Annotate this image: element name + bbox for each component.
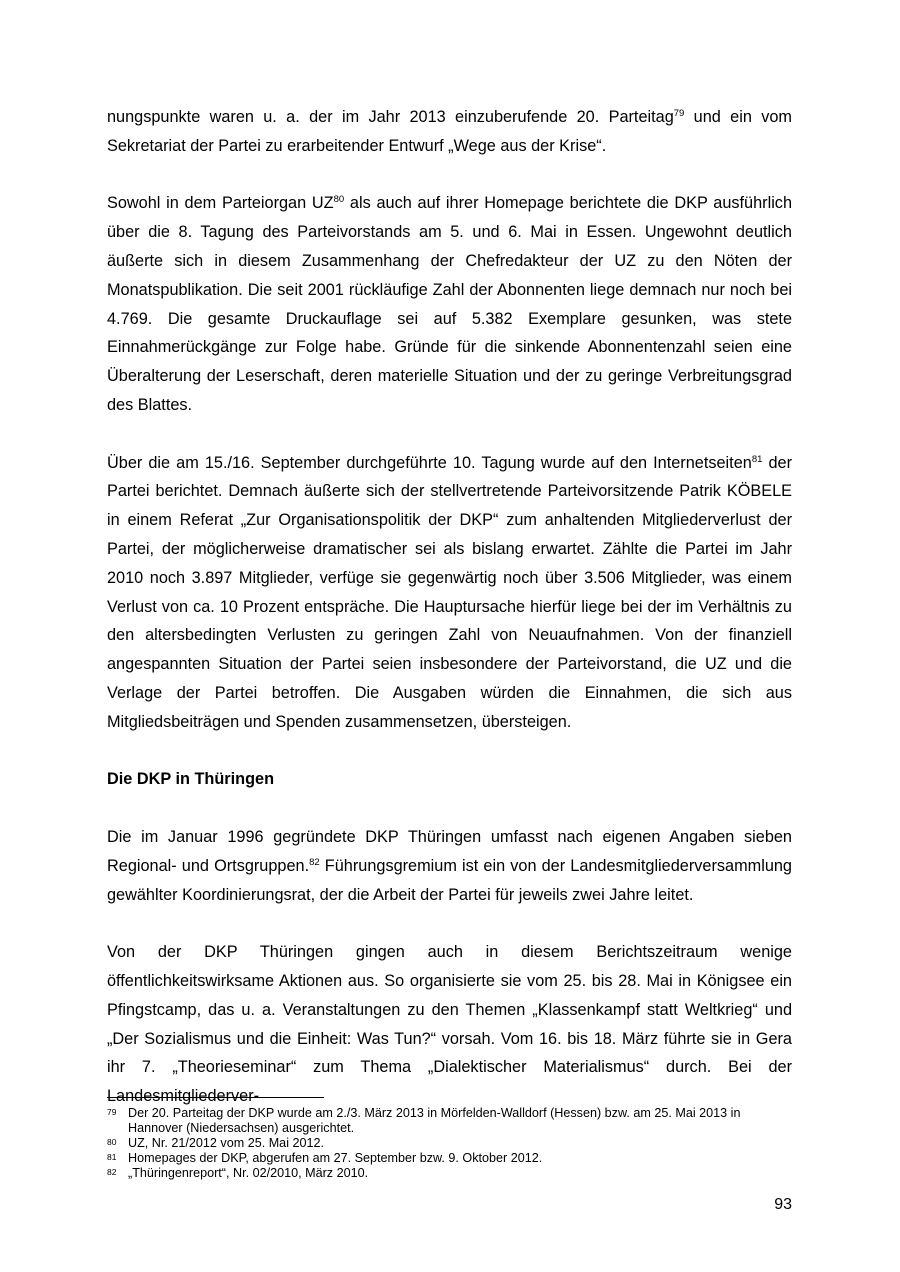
paragraph-1 (107, 103, 792, 161)
paragraph-text: Die im Januar 1996 gegründete DKP Thüringen umfasst nach eigenen Angaben sieben Regional- und Ortsgruppen. (107, 827, 792, 875)
paragraph-3 (107, 449, 792, 737)
footnotes (107, 1106, 792, 1181)
footnote-81 (107, 1151, 792, 1166)
footnote-80 (107, 1136, 792, 1151)
section-heading: Die DKP in Thüringen (107, 770, 275, 789)
footnote-82 (107, 1166, 792, 1181)
footnote-ref-82[interactable]: 82 (309, 856, 320, 868)
footnote-number: 80 (107, 1137, 117, 1147)
footnote-number: 81 (107, 1152, 117, 1162)
footnote-ref-80[interactable]: 80 (333, 194, 345, 206)
footnote-text: Der 20. Parteitag der DKP wurde am 2./3. März 2013 in Mörfelden-Walldorf (Hessen) bzw. am 25. Mai 2013 in Hannover (Niedersachsen) ausgerichtet. (128, 1106, 741, 1135)
paragraph-text: Sowohl in dem Parteiorgan UZ (107, 194, 334, 213)
footnote-text: UZ, Nr. 21/2012 vom 25. Mai 2012. (128, 1136, 325, 1150)
paragraph-text: der Partei berichtet. Demnach äußerte sich der stellvertretende Parteivorsitzende Patrik KÖBELE in einem Referat „Zur Organisationspolitik der DKP“ zum anhaltenden Mitgliederverlust der Partei, der möglicherweise dramatischer sei als bislang erwartet. Zählte die Partei im Jahr 2010 noch 3.897 Mitglieder, verfüge sie gegenwärtig noch über 3.506 Mitglieder, was einem Verlust von ca. 10 Prozent entspräche. Die Hauptursache hierfür liege bei der im Verhältnis zu den altersbedingten Verlusten zu geringen Zahl von Neuaufnahmen. Von der finanziell angespannten Situation der Partei seien insbesondere der Parteivorstand, die UZ und die Verlage der Partei betroffen. Die Ausgaben würden die Einnahmen, die sich aus Mitgliedsbeiträgen und Spenden zusammensetzen, übersteigen. (107, 453, 792, 731)
paragraph-4 (107, 823, 792, 909)
footnote-79 (107, 1106, 792, 1136)
footnote-number: 79 (107, 1107, 117, 1117)
footnote-ref-81[interactable]: 81 (751, 453, 763, 465)
paragraph-2 (107, 189, 792, 419)
paragraph-5: Von der DKP Thüringen gingen auch in diesem Berichtszeitraum wenige öffentlichkeitswirksame Aktionen aus. So organisierte sie vom 25. bis 28. Mai in Königsee ein Pfingstcamp, das u. a. Veranstaltungen zu den Themen „Klassenkampf statt Weltkrieg“ und „Der Sozialismus und die Einheit: Was Tun?“ vorsah. Vom 16. bis 18. März führte sie in Gera ihr 7. „Theorieseminar“ zum Thema „Dialektischer Materialismus“ durch. Bei der Landesmitgliederver- (107, 943, 792, 1106)
footnote-text: „Thüringenreport“, Nr. 02/2010, März 2010. (128, 1166, 369, 1180)
paragraph-text: als auch auf ihrer Homepage berichtete die DKP ausführlich über die 8. Tagung des Parteivorstands am 5. und 6. Mai in Essen. Ungewohnt deutlich äußerte sich in diesem Zusammenhang der Chefredakteur der UZ zu den Nöten der Monatspublikation. Die seit 2001 rückläufige Zahl der Abonnenten liege demnach nur noch bei 4.769. Die gesamte Druckauflage sei auf 5.382 Exemplare gesunken, was stete Einnahmerückgänge zur Folge habe. Gründe für die sinkende Abonnentenzahl seien eine Überalterung der Leserschaft, deren materielle Situation und der zu geringe Verbreitungsgrad des Blattes. (107, 194, 793, 414)
footnote-separator (107, 1097, 324, 1098)
paragraph-text: nungspunkte waren u. a. der im Jahr 2013 einzuberufende 20. Parteitag (107, 108, 674, 126)
footnote-ref-79[interactable]: 79 (673, 108, 685, 119)
paragraph-text: Über die am 15./16. September durchgeführte 10. Tagung wurde auf den Internetseiten (107, 453, 752, 472)
paragraph-text: Führungsgremium ist ein von der Landesmitgliederversammlung gewählter Koordinierungsrat, der die Arbeit der Partei für jeweils zwei Jahre leitet. (107, 856, 792, 904)
footnote-number: 82 (107, 1167, 117, 1177)
paragraph-text: und ein vom Sekretariat der Partei zu erarbeitender Entwurf „Wege aus der Krise“. (107, 108, 792, 155)
page-number: 93 (774, 1196, 792, 1213)
footnote-text: Homepages der DKP, abgerufen am 27. September bzw. 9. Oktober 2012. (128, 1151, 543, 1165)
page-body (107, 103, 792, 1111)
